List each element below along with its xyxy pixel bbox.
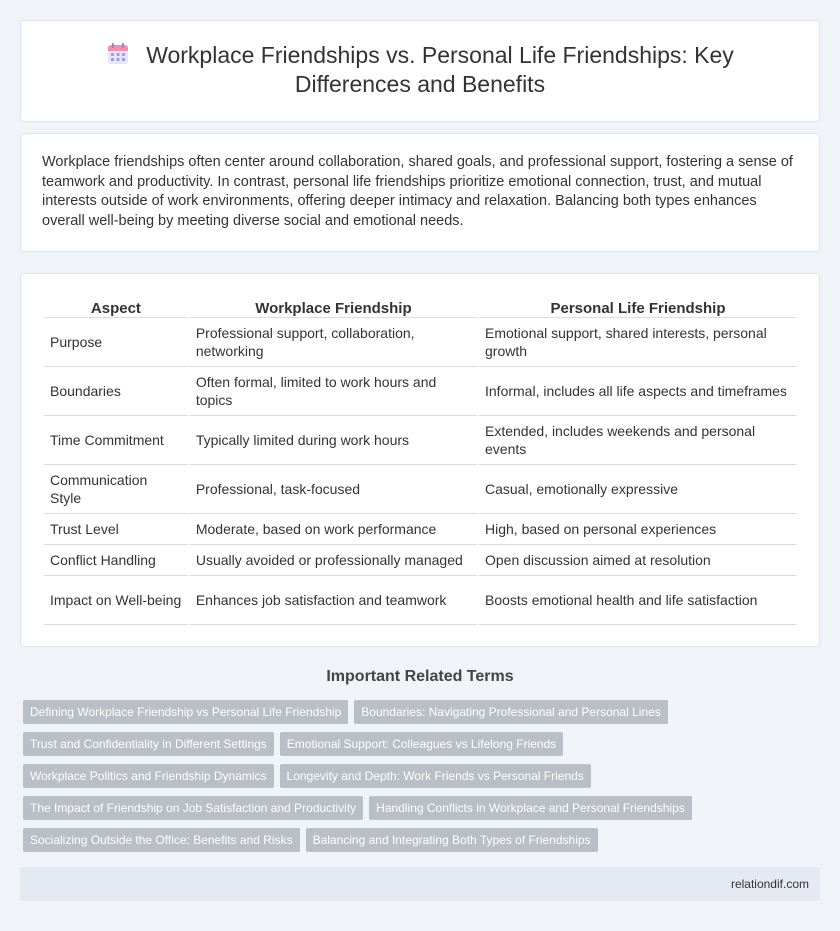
page-title-text: Workplace Friendships vs. Personal Life Friendships: Key Differences and Benefits <box>146 42 734 97</box>
related-term-link[interactable]: The Impact of Friendship on Job Satisfaction and Productivity <box>23 796 363 820</box>
table-cell-personal: Extended, includes weekends and personal events <box>479 416 797 465</box>
table-header-row <box>44 296 797 318</box>
table-cell-workplace: Professional, task-focused <box>190 465 477 514</box>
table-cell-personal: High, based on personal experiences <box>479 514 797 545</box>
table-cell-workplace: Professional support, collaboration, networking <box>190 318 477 367</box>
calendar-icon <box>106 42 130 66</box>
related-term-link[interactable]: Workplace Politics and Friendship Dynamics <box>23 764 274 788</box>
table-cell-aspect: Communication Style <box>44 465 188 514</box>
related-term-link[interactable]: Handling Conflicts in Workplace and Personal Friendships <box>369 796 692 820</box>
intro-paragraph: Workplace friendships often center around collaboration, shared goals, and professional support, fostering a sense of teamwork and productivity. In contrast, personal life friendships prioritize emotional connection, trust, and mutual interests outside of work environments, offering deeper intimacy and relaxation. Balancing both types enhances overall well-being by meeting diverse social and emotional needs. <box>42 154 793 229</box>
related-term-link[interactable]: Trust and Confidentiality in Different Settings <box>23 732 274 756</box>
intro-card <box>20 133 820 252</box>
table-cell-personal: Casual, emotionally expressive <box>479 465 797 514</box>
title-wrap <box>21 41 819 99</box>
table-cell-personal: Informal, includes all life aspects and timeframes <box>479 367 797 416</box>
table-cell-personal: Emotional support, shared interests, personal growth <box>479 318 797 367</box>
footer <box>20 867 820 901</box>
term-row <box>23 732 813 764</box>
table-cell-aspect: Time Commitment <box>44 416 188 465</box>
table-cell-aspect: Boundaries <box>44 367 188 416</box>
page-title <box>21 41 819 99</box>
title-card <box>20 20 820 122</box>
footer-site-link[interactable]: relationdif.com <box>730 877 809 891</box>
related-term-link[interactable]: Emotional Support: Colleagues vs Lifelong Friends <box>280 732 563 756</box>
header-workplace: Workplace Friendship <box>190 296 477 318</box>
related-term-link[interactable]: Boundaries: Navigating Professional and Personal Lines <box>354 700 668 724</box>
table-cell-workplace: Moderate, based on work performance <box>190 514 477 545</box>
table-cell-aspect: Trust Level <box>44 514 188 545</box>
table-row <box>44 318 797 367</box>
header-aspect: Aspect <box>44 296 188 318</box>
term-row <box>23 764 813 796</box>
term-row <box>23 828 813 860</box>
table-cell-workplace: Often formal, limited to work hours and topics <box>190 367 477 416</box>
related-term-link[interactable]: Socializing Outside the Office: Benefits and Risks <box>23 828 300 852</box>
table-row <box>44 576 797 625</box>
related-terms-heading: Important Related Terms <box>326 668 514 685</box>
table-row <box>44 545 797 576</box>
related-terms-list <box>23 700 813 860</box>
table-cell-workplace: Enhances job satisfaction and teamwork <box>190 576 477 625</box>
term-row <box>23 700 813 732</box>
related-term-link[interactable]: Longevity and Depth: Work Friends vs Personal Friends <box>280 764 591 788</box>
table-cell-aspect: Purpose <box>44 318 188 367</box>
table-row <box>44 465 797 514</box>
table-cell-aspect: Impact on Well-being <box>44 576 188 625</box>
table-cell-aspect: Conflict Handling <box>44 545 188 576</box>
table-cell-personal: Boosts emotional health and life satisfaction <box>479 576 797 625</box>
related-term-link[interactable]: Defining Workplace Friendship vs Personal Life Friendship <box>23 700 348 724</box>
related-term-link[interactable]: Balancing and Integrating Both Types of Friendships <box>306 828 598 852</box>
table-row <box>44 514 797 545</box>
table-cell-workplace: Usually avoided or professionally managed <box>190 545 477 576</box>
table-cell-workplace: Typically limited during work hours <box>190 416 477 465</box>
header-personal: Personal Life Friendship <box>479 296 797 318</box>
comparison-table <box>42 296 799 625</box>
table-card <box>20 273 820 647</box>
table-row <box>44 416 797 465</box>
table-cell-personal: Open discussion aimed at resolution <box>479 545 797 576</box>
table-row <box>44 367 797 416</box>
term-row <box>23 796 813 828</box>
